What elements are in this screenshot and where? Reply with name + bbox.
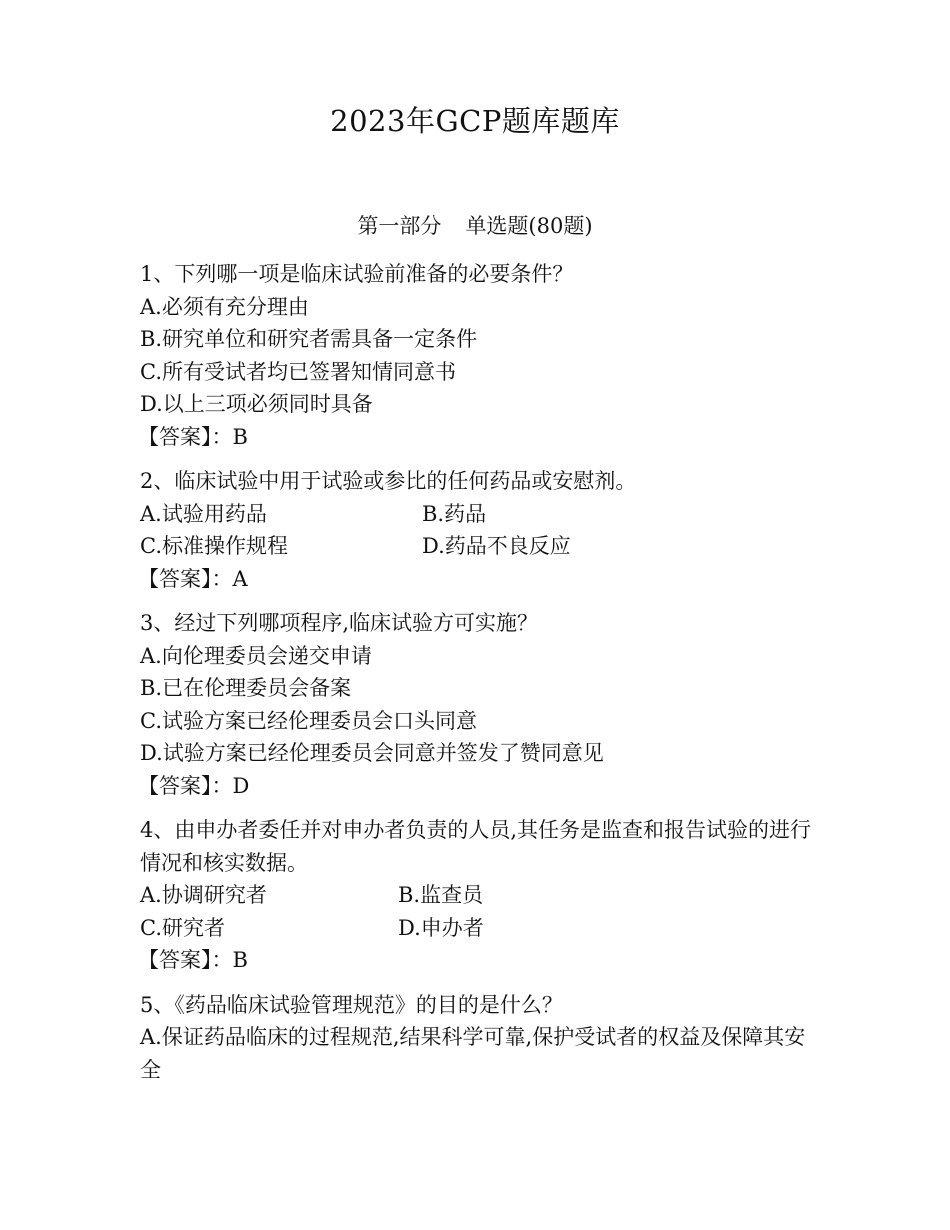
question-stem: 3、经过下列哪项程序,临床试验方可实施？ [140, 611, 539, 635]
answer-value: B [232, 424, 248, 449]
question-stem: 5、《药品临床试验管理规范》的目的是什么？ [140, 992, 563, 1017]
option-d: D.药品不良反应 [422, 534, 571, 558]
answer-prefix: 【答案】： [138, 948, 233, 972]
option-b: B.研究单位和研究者需具备一定条件 [140, 327, 478, 351]
answer-prefix: 【答案】： [138, 773, 233, 798]
answer-prefix: 【答案】： [138, 424, 233, 449]
option-a: A.必须有充分理由 [140, 294, 309, 319]
option-a: A.向伦理委员会递交申请 [140, 643, 372, 668]
option-b: B.已在伦理委员会备案 [140, 676, 352, 700]
answer-value: B [232, 948, 248, 972]
option-d: D.申办者 [398, 915, 484, 940]
option-a: A.协调研究者 [140, 883, 267, 907]
option-c: C.所有受试者均已签署知情同意书 [140, 359, 456, 384]
option-c: C.标准操作规程 [140, 534, 288, 558]
option-b: B.药品 [422, 501, 487, 526]
option-row [140, 530, 820, 563]
question-list [140, 258, 820, 1098]
answer-line [138, 944, 820, 977]
answer-line [138, 770, 820, 803]
option-b: B.监查员 [398, 883, 484, 907]
option-a: A.保证药品临床的过程规范,结果科学可靠,保护受试者的权益及保障其安全 [140, 1025, 806, 1082]
question-stem: 2、临床试验中用于试验或参比的任何药品或安慰剂。 [140, 469, 637, 493]
option-d: D.试验方案已经伦理委员会同意并签发了赞同意见 [140, 741, 604, 765]
option-c: C.试验方案已经伦理委员会口头同意 [140, 708, 477, 733]
answer-line [138, 421, 820, 454]
option-d: D.以上三项必须同时具备 [140, 392, 373, 416]
question-5 [140, 989, 820, 1087]
option-row [140, 912, 820, 945]
section-name: 单选题(80题) [465, 214, 593, 238]
question-1 [140, 258, 820, 453]
document-title: 2023年GCP题库题库 [330, 104, 620, 138]
option-c: C.研究者 [140, 915, 225, 940]
answer-value: A [232, 566, 248, 591]
option-a: A.试验用药品 [140, 501, 267, 526]
answer-line [138, 563, 820, 596]
option-row [140, 879, 820, 912]
section-heading [0, 210, 950, 242]
question-stem: 4、由申办者委任并对申办者负责的人员,其任务是监查和报告试验的进行情况和核实数据。 [140, 818, 812, 875]
question-4 [140, 814, 820, 977]
question-stem: 1、下列哪一项是临床试验前准备的必要条件？ [140, 262, 574, 286]
question-2 [140, 465, 820, 595]
answer-value: D [232, 773, 250, 798]
option-row [140, 498, 820, 531]
section-part: 第一部分 [357, 214, 442, 238]
answer-prefix: 【答案】： [138, 566, 233, 591]
question-3 [140, 607, 820, 802]
